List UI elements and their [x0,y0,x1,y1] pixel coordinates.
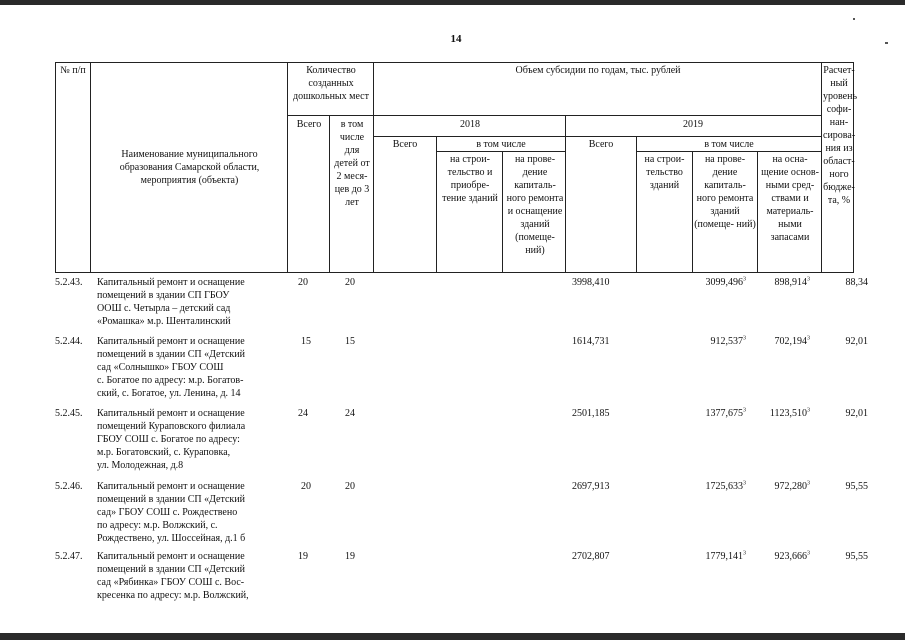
row-number: 5.2.44. [55,336,83,347]
row-places-total: 20 [298,277,308,288]
header-level: Расчет- ный уровень софи- нан- сирова- ния из област- ного бюдже- та, % [823,65,858,206]
row-places-total: 20 [301,481,311,492]
page-number: 14 [450,33,462,45]
header-year-2019: 2019 [683,119,703,130]
scan-speck [853,18,855,20]
row-places-children: 24 [345,408,355,419]
row-name: Капитальный ремонт и оснащение помещений Кураповского филиала ГБОУ СОШ с. Богатое по адресу: м.р. Богатовский, с. Кураповка, ул. Молодежная, д.8 [97,408,246,471]
row-name: Капитальный ремонт и оснащение помещений в здании СП «Детский сад» ГБОУ СОШ с. Рождествено по адресу: м.р. Волжский, с. Рождествено, ул. Шоссейная, д.1 б [97,481,246,544]
row-repair-2019: 3099,496$^3$ [705,276,746,288]
row-total-2019: 2702,807 [572,551,610,562]
header-construction-2019: на строи- тельство зданий [644,154,685,191]
row-places-children: 19 [345,551,355,562]
table-row [0,276,905,326]
row-repair-2019: 1377,675$^3$ [705,407,746,419]
row-level: 92,01 [845,408,868,419]
header-places-total: Всего [296,119,322,130]
header-num: № п/п [60,65,86,76]
row-places-total: 24 [298,408,308,419]
row-total-2019: 2697,913 [572,481,610,492]
row-level: 95,55 [845,481,868,492]
header-year-2018: 2018 [460,119,480,130]
row-equipment-2019: 923,666$^3$ [774,550,810,562]
row-places-children: 15 [345,336,355,347]
row-total-2019: 1614,731 [572,336,610,347]
header-places-children: в том числе для детей от 2 меся- цев до 3 лет [334,119,370,208]
row-number: 5.2.43. [55,277,83,288]
row-total-2019: 3998,410 [572,277,610,288]
row-name: Капитальный ремонт и оснащение помещений в здании СП ГБОУ ООШ с. Четырла – детский сад «Ромашка» м.р. Шенталинский [97,277,245,327]
row-total-2019: 2501,185 [572,408,610,419]
scan-speck [885,42,888,44]
header-including-2019: в том числе [704,139,754,150]
row-name: Капитальный ремонт и оснащение помещений в здании СП «Детский сад «Рябинка» ГБОУ СОШ с. Вос- кресенка по адресу: м.р. Волжский, [97,551,249,601]
row-places-children: 20 [345,277,355,288]
row-equipment-2019: 898,914$^3$ [774,276,810,288]
header-subsidy: Объем субсидии по годам, тыс. рублей [515,65,681,76]
row-places-total: 19 [298,551,308,562]
header-repair-2019: на прове- дение капиталь- ного ремонта зданий (помеще- ний) [694,154,756,230]
header-name: Наименование муниципального образования Самарской области, мероприятия (объекта) [119,149,260,186]
header-repair-2018: на прове- дение капиталь- ного ремонта и оснащение зданий (помеще- ний) [506,154,564,256]
row-places-total: 15 [301,336,311,347]
row-repair-2019: 912,537$^3$ [710,335,746,347]
header-equipment-2019: на осна- щение основ- ными сред- ствами и материаль- ными запасами [761,154,819,243]
row-equipment-2019: 1123,510$^3$ [769,407,810,419]
row-level: 88,34 [845,277,868,288]
row-equipment-2019: 702,194$^3$ [774,335,810,347]
row-level: 95,55 [845,551,868,562]
row-number: 5.2.45. [55,408,83,419]
scan-top-border [0,0,905,5]
table-header [55,62,858,272]
row-repair-2019: 1725,633$^3$ [705,480,746,492]
table-row [0,335,905,400]
table-row [0,407,905,472]
row-equipment-2019: 972,280$^3$ [774,480,810,492]
row-repair-2019: 1779,141$^3$ [705,550,746,562]
scan-bottom-border [0,633,905,640]
row-number: 5.2.47. [55,551,83,562]
table-row [0,550,905,605]
table-row [0,480,905,545]
header-construction-2018: на строи- тельство и приобре- тение зданий [442,154,498,204]
row-number: 5.2.46. [55,481,83,492]
header-total-2018: Всего [392,139,418,150]
header-including-2018: в том числе [476,139,526,150]
row-level: 92,01 [845,336,868,347]
header-places: Количество созданных дошкольных мест [293,65,369,102]
header-total-2019: Всего [588,139,614,150]
row-places-children: 20 [345,481,355,492]
row-name: Капитальный ремонт и оснащение помещений в здании СП «Детский сад «Солнышко» ГБОУ СОШ с. Богатое по адресу: м.р. Богатов- ский, с. Богатое, ул. Ленина, д. 14 [97,336,245,399]
